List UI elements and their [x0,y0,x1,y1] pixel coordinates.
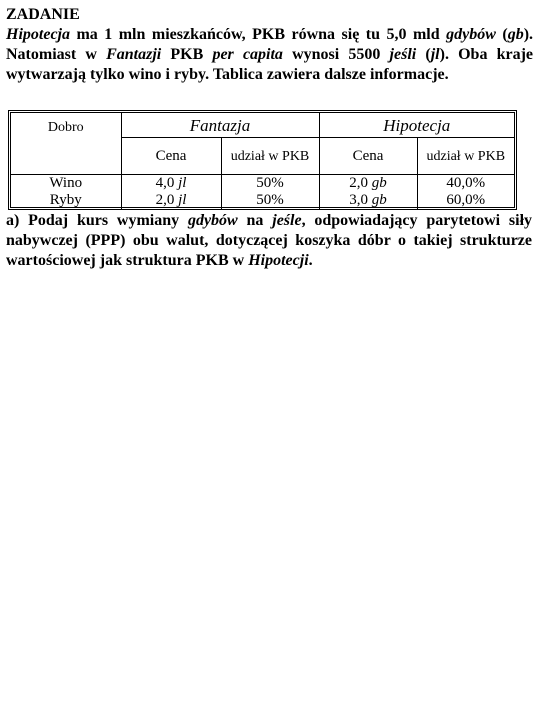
header-fantazja: Fantazja [121,113,319,138]
header-share-hipotecja: udział w PKB [417,138,514,175]
table-row [11,175,514,210]
country-hipotecja: Hipotecja [6,26,70,43]
task-text [6,5,533,85]
country-fantazja: Fantazji [106,46,162,63]
row-good-ryby: Ryby [49,192,82,208]
header-hipotecja: Hipotecja [319,113,514,138]
question-a: a) Podaj kurs wymiany gdybów na jeśle, odpowiadający parytetowi siły nabywczej (PPP) obu walut, dotyczącej koszyka dóbr o takiej strukturze wartościowej jak struktura PKB w Hipotecji. [6,212,533,269]
price-hipotecja-cell: 2,0 gb 3,0 gb [319,175,417,210]
share-hipotecja-cell: 40,0% 60,0% [446,175,486,208]
header-good: Dobro [11,113,121,175]
header-price-fantazja: Cena [121,138,221,175]
task-heading: ZADANIE [6,6,80,23]
price-fantazja-cell: 4,0 jl 2,0 jl [121,175,221,210]
header-price-hipotecja: Cena [319,138,417,175]
header-share-fantazja: udział w PKB [221,138,319,175]
row-good-wino: Wino [49,175,83,191]
task-intro: Hipotecja ma 1 mln mieszkańców, PKB równa się tu 5,0 mld gdybów (gb). Natomiast w Fantazji PKB per capita wynosi 5500 jeśli (jl). Oba kraje wytwarzają tylko wino i ryby. Tablica zawiera dalsze informacje. [6,26,534,83]
row-good-cell [11,175,121,210]
data-table [10,112,515,208]
share-fantazja-cell: 50% 50% [221,175,319,210]
